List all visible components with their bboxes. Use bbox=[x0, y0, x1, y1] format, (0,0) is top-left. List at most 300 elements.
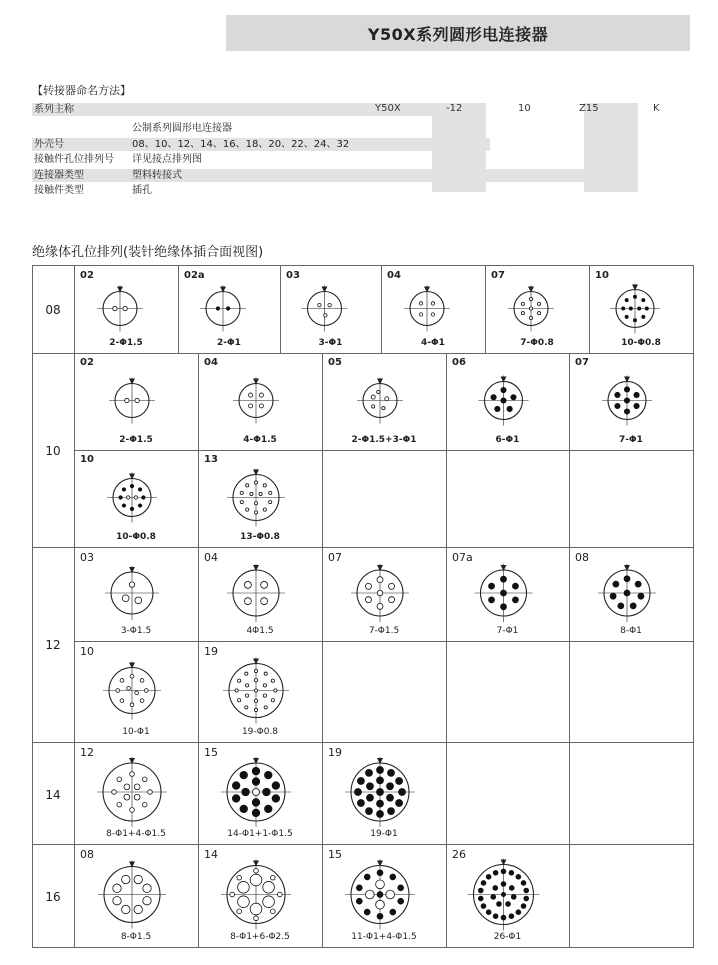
cell-code: 04 bbox=[204, 551, 218, 564]
code-contact: K bbox=[653, 103, 660, 114]
layout-cell bbox=[198, 844, 322, 947]
code-column-4 bbox=[584, 103, 638, 192]
contact-hole bbox=[634, 403, 639, 408]
cell-caption: 26-Φ1 bbox=[493, 932, 522, 942]
contact-hole bbox=[387, 794, 394, 801]
contact-hole bbox=[270, 909, 275, 914]
contact-hole bbox=[511, 395, 516, 400]
naming-row-shell: 外壳号 08、10、12、14、16、18、20、22、24、32 bbox=[32, 138, 490, 151]
row-label-12: 12 bbox=[45, 638, 61, 652]
contact-hole bbox=[615, 403, 620, 408]
contact-hole bbox=[252, 799, 260, 807]
contact-hole bbox=[232, 782, 240, 790]
contact-hole bbox=[629, 307, 632, 310]
contact-hole bbox=[134, 794, 140, 800]
contact-hole bbox=[238, 881, 250, 893]
cell-caption: 19-Φ1 bbox=[370, 829, 398, 839]
contact-hole bbox=[624, 576, 630, 582]
contact-hole bbox=[356, 885, 362, 891]
contact-hole bbox=[377, 577, 383, 583]
contact-hole bbox=[431, 302, 434, 305]
cell-caption: 3-Φ1.5 bbox=[120, 626, 152, 636]
naming-row-contact: 接触件类型 插孔 bbox=[34, 185, 152, 196]
contact-hole bbox=[254, 689, 257, 692]
contact-hole bbox=[501, 576, 507, 582]
cell-caption: 8-Φ1 bbox=[620, 626, 642, 636]
contact-hole bbox=[129, 582, 134, 587]
contact-hole bbox=[117, 777, 122, 782]
cell-code: 04 bbox=[387, 270, 401, 281]
code-layout: 10 bbox=[518, 103, 531, 114]
contact-hole bbox=[537, 312, 540, 315]
contact-hole bbox=[254, 481, 257, 484]
contact-hole bbox=[259, 492, 262, 495]
contact-hole bbox=[501, 398, 506, 403]
contact-hole bbox=[122, 595, 129, 602]
contact-hole bbox=[240, 805, 248, 813]
cell-caption: 2-Φ1.5+3-Φ1 bbox=[351, 435, 417, 445]
contact-hole bbox=[509, 870, 514, 875]
contact-hole bbox=[478, 888, 483, 893]
contact-hole bbox=[396, 778, 403, 785]
contact-hole bbox=[120, 699, 124, 703]
contact-hole bbox=[122, 488, 125, 491]
code-shell: -12 bbox=[446, 103, 463, 114]
contact-hole bbox=[259, 404, 263, 408]
contact-hole bbox=[618, 603, 624, 609]
page-title: Y50X系列圆形电连接器 bbox=[226, 15, 690, 51]
contact-hole bbox=[318, 303, 321, 306]
contact-hole bbox=[265, 805, 273, 813]
contact-hole bbox=[357, 778, 364, 785]
contact-hole bbox=[270, 875, 275, 880]
layout-cell bbox=[74, 742, 198, 844]
contact-hole bbox=[385, 397, 389, 401]
contact-hole bbox=[249, 393, 253, 397]
naming-header: 【转接器命名方法】 bbox=[32, 84, 131, 97]
layout-title: 绝缘体孔位排列(装针绝缘体插合面视图) bbox=[32, 245, 264, 260]
layout-cell bbox=[446, 353, 569, 450]
contact-hole bbox=[638, 593, 644, 599]
contact-hole bbox=[263, 508, 266, 511]
contact-hole bbox=[390, 874, 396, 880]
code-type: Z15 bbox=[579, 103, 599, 114]
contact-hole bbox=[366, 769, 373, 776]
contact-hole bbox=[478, 896, 483, 901]
contact-hole bbox=[634, 392, 639, 397]
naming-row-series-desc: 公制系列圆形电连接器 bbox=[132, 123, 232, 134]
contact-hole bbox=[489, 597, 495, 603]
contact-hole bbox=[119, 496, 122, 499]
cell-caption: 14-Φ1+1-Φ1.5 bbox=[227, 829, 293, 839]
contact-hole bbox=[516, 874, 521, 879]
contact-hole bbox=[126, 496, 129, 499]
layout-cell bbox=[322, 547, 446, 641]
contact-hole bbox=[486, 874, 491, 879]
cell-caption: 7-Φ0.8 bbox=[520, 338, 554, 348]
contact-hole bbox=[396, 800, 403, 807]
cell-caption: 2-Φ1.5 bbox=[109, 338, 143, 348]
contact-hole bbox=[491, 894, 496, 899]
contact-hole bbox=[524, 896, 529, 901]
contact-hole bbox=[625, 299, 628, 302]
layout-cell bbox=[322, 742, 446, 844]
contact-hole bbox=[633, 319, 636, 322]
contact-hole bbox=[245, 672, 248, 675]
contact-hole bbox=[630, 603, 636, 609]
layout-cell bbox=[74, 547, 198, 641]
contact-hole bbox=[501, 892, 505, 896]
cell-code: 12 bbox=[80, 746, 94, 759]
contact-hole bbox=[377, 892, 383, 898]
contact-hole bbox=[271, 679, 274, 682]
layout-cell bbox=[322, 844, 446, 947]
cell-code: 07 bbox=[328, 551, 342, 564]
contact-hole bbox=[261, 581, 268, 588]
contact-hole bbox=[124, 794, 130, 800]
contact-hole bbox=[642, 315, 645, 318]
contact-hole bbox=[230, 892, 235, 897]
contact-hole bbox=[250, 903, 262, 915]
contact-hole bbox=[232, 795, 240, 803]
layout-cell bbox=[569, 547, 693, 641]
contact-hole bbox=[366, 794, 373, 801]
contact-hole bbox=[253, 789, 260, 796]
layout-cell bbox=[178, 266, 280, 353]
layout-cell bbox=[74, 353, 198, 450]
contact-hole bbox=[250, 492, 253, 495]
contact-hole bbox=[365, 583, 371, 589]
cell-caption: 13-Φ0.8 bbox=[240, 532, 280, 542]
contact-hole bbox=[117, 802, 122, 807]
cell-code: 07 bbox=[491, 270, 505, 281]
contact-hole bbox=[364, 909, 370, 915]
contact-hole bbox=[386, 890, 395, 899]
cell-caption: 4-Φ1.5 bbox=[243, 435, 277, 445]
contact-hole bbox=[419, 302, 422, 305]
cell-code: 10 bbox=[80, 645, 94, 658]
cell-caption: 11-Φ1+4-Φ1.5 bbox=[351, 932, 417, 942]
contact-hole bbox=[524, 888, 529, 893]
contact-hole bbox=[501, 590, 507, 596]
contact-hole bbox=[512, 583, 518, 589]
contact-hole bbox=[135, 597, 142, 604]
contact-hole bbox=[624, 590, 630, 596]
contact-hole bbox=[365, 597, 371, 603]
contact-hole bbox=[624, 409, 629, 414]
contact-hole bbox=[377, 811, 384, 818]
contact-hole bbox=[521, 881, 526, 886]
cell-caption: 10-Φ0.8 bbox=[116, 532, 156, 542]
cell-caption: 2-Φ1.5 bbox=[119, 435, 153, 445]
layout-cell bbox=[198, 547, 322, 641]
cell-code: 02 bbox=[80, 270, 94, 281]
contact-hole bbox=[244, 598, 251, 605]
contact-hole bbox=[357, 800, 364, 807]
layout-grid bbox=[32, 265, 694, 948]
contact-hole bbox=[226, 307, 229, 310]
contact-hole bbox=[148, 790, 153, 795]
contact-hole bbox=[254, 916, 259, 921]
cell-code: 08 bbox=[575, 551, 589, 564]
contact-hole bbox=[537, 302, 540, 305]
cell-code: 08 bbox=[80, 848, 94, 861]
contact-hole bbox=[269, 501, 272, 504]
cell-code: 13 bbox=[204, 454, 218, 465]
contact-hole bbox=[529, 307, 532, 310]
contact-hole bbox=[242, 788, 250, 796]
contact-hole bbox=[240, 501, 243, 504]
contact-hole bbox=[252, 778, 260, 786]
layout-cell bbox=[381, 266, 485, 353]
contact-hole bbox=[130, 674, 134, 678]
contact-hole bbox=[245, 684, 248, 687]
contact-hole bbox=[245, 706, 248, 709]
row-label-16: 16 bbox=[45, 890, 61, 904]
contact-hole bbox=[635, 581, 641, 587]
cell-code: 19 bbox=[204, 645, 218, 658]
contact-hole bbox=[277, 892, 282, 897]
contact-hole bbox=[135, 691, 139, 695]
contact-hole bbox=[501, 915, 506, 920]
contact-hole bbox=[376, 880, 385, 889]
contact-hole bbox=[377, 766, 384, 773]
code-series: Y50X bbox=[375, 103, 401, 114]
cell-code: 03 bbox=[286, 270, 300, 281]
contact-hole bbox=[263, 881, 275, 893]
contact-hole bbox=[371, 395, 375, 399]
contact-hole bbox=[142, 777, 147, 782]
contact-hole bbox=[613, 581, 619, 587]
contact-hole bbox=[377, 590, 383, 596]
contact-hole bbox=[254, 511, 257, 514]
contact-hole bbox=[501, 604, 507, 610]
layout-cell bbox=[198, 450, 322, 547]
contact-hole bbox=[377, 390, 380, 393]
cell-code: 07a bbox=[452, 551, 473, 564]
row-label-10: 10 bbox=[45, 444, 61, 458]
contact-hole bbox=[366, 890, 375, 899]
contact-hole bbox=[493, 886, 498, 891]
contact-hole bbox=[252, 767, 260, 775]
contact-hole bbox=[143, 897, 151, 905]
contact-hole bbox=[501, 882, 506, 887]
contact-hole bbox=[124, 784, 130, 790]
contact-hole bbox=[237, 875, 242, 880]
contact-hole bbox=[354, 789, 361, 796]
contact-hole bbox=[263, 788, 271, 796]
contact-hole bbox=[140, 699, 144, 703]
contact-hole bbox=[399, 789, 406, 796]
cell-code: 02a bbox=[184, 270, 205, 281]
contact-hole bbox=[123, 306, 127, 310]
contact-hole bbox=[388, 769, 395, 776]
contact-hole bbox=[328, 303, 331, 306]
contact-hole bbox=[506, 902, 511, 907]
contact-hole bbox=[254, 669, 257, 672]
contact-hole bbox=[495, 406, 500, 411]
contact-hole bbox=[272, 795, 280, 803]
layout-cell bbox=[74, 844, 198, 947]
contact-hole bbox=[127, 686, 131, 690]
cell-code: 04 bbox=[204, 357, 218, 368]
layout-cell bbox=[446, 547, 569, 641]
cell-code: 03 bbox=[80, 551, 94, 564]
contact-hole bbox=[622, 307, 625, 310]
contact-hole bbox=[624, 387, 629, 392]
contact-hole bbox=[134, 875, 142, 883]
contact-hole bbox=[486, 910, 491, 915]
contact-hole bbox=[263, 896, 275, 908]
contact-hole bbox=[638, 307, 641, 310]
contact-hole bbox=[113, 897, 121, 905]
contact-hole bbox=[398, 898, 404, 904]
cell-caption: 7-Φ1 bbox=[496, 626, 519, 636]
contact-hole bbox=[377, 777, 384, 784]
contact-hole bbox=[366, 783, 373, 790]
contact-hole bbox=[142, 802, 147, 807]
layout-cell bbox=[74, 266, 178, 353]
row-label-08: 08 bbox=[45, 303, 61, 317]
layout-cell bbox=[280, 266, 381, 353]
cell-caption: 8-Φ1+4-Φ1.5 bbox=[106, 829, 166, 839]
contact-hole bbox=[244, 581, 251, 588]
layout-cell bbox=[589, 266, 693, 353]
contact-hole bbox=[246, 508, 249, 511]
cell-caption: 7-Φ1.5 bbox=[368, 626, 400, 636]
cell-caption: 7-Φ1 bbox=[619, 435, 643, 445]
cell-code: 10 bbox=[595, 270, 609, 281]
contact-hole bbox=[263, 484, 266, 487]
contact-hole bbox=[366, 808, 373, 815]
contact-hole bbox=[610, 593, 616, 599]
cell-caption: 8-Φ1.5 bbox=[120, 932, 152, 942]
contact-hole bbox=[501, 869, 506, 874]
contact-hole bbox=[516, 910, 521, 915]
contact-hole bbox=[138, 504, 141, 507]
contact-hole bbox=[130, 772, 135, 777]
contact-hole bbox=[507, 406, 512, 411]
contact-hole bbox=[645, 307, 648, 310]
layout-cell bbox=[74, 641, 198, 742]
contact-hole bbox=[272, 782, 280, 790]
contact-hole bbox=[130, 507, 133, 510]
layout-cell bbox=[569, 353, 693, 450]
contact-hole bbox=[143, 884, 151, 892]
contact-hole bbox=[481, 881, 486, 886]
contact-hole bbox=[493, 870, 498, 875]
contact-hole bbox=[491, 395, 496, 400]
contact-hole bbox=[497, 902, 502, 907]
contact-hole bbox=[259, 393, 263, 397]
contact-hole bbox=[377, 789, 384, 796]
contact-hole bbox=[116, 689, 120, 693]
contact-hole bbox=[130, 703, 134, 707]
cell-code: 15 bbox=[328, 848, 342, 861]
contact-hole bbox=[390, 909, 396, 915]
contact-hole bbox=[122, 905, 130, 913]
layout-cell bbox=[198, 641, 322, 742]
cell-caption: 8-Φ1+6-Φ2.5 bbox=[230, 932, 290, 942]
contact-hole bbox=[240, 771, 248, 779]
contact-hole bbox=[382, 407, 385, 410]
layout-cell bbox=[198, 742, 322, 844]
contact-hole bbox=[250, 874, 262, 886]
contact-hole bbox=[263, 684, 266, 687]
contact-hole bbox=[135, 398, 139, 402]
contact-hole bbox=[624, 398, 629, 403]
naming-row-type: 连接器类型 塑料转接式 bbox=[32, 169, 592, 182]
cell-code: 05 bbox=[328, 357, 342, 368]
contact-hole bbox=[263, 694, 266, 697]
contact-hole bbox=[633, 295, 636, 298]
contact-hole bbox=[372, 405, 375, 408]
contact-hole bbox=[113, 306, 117, 310]
cell-caption: 4Φ1.5 bbox=[246, 626, 274, 636]
contact-hole bbox=[249, 404, 253, 408]
contact-hole bbox=[134, 496, 137, 499]
contact-hole bbox=[254, 699, 257, 702]
cell-code: 10 bbox=[80, 454, 94, 465]
contact-hole bbox=[376, 900, 385, 909]
contact-hole bbox=[521, 302, 524, 305]
contact-hole bbox=[254, 868, 259, 873]
contact-hole bbox=[324, 314, 327, 317]
contact-hole bbox=[130, 484, 133, 487]
contact-hole bbox=[642, 299, 645, 302]
contact-hole bbox=[271, 699, 274, 702]
contact-hole bbox=[142, 496, 145, 499]
contact-hole bbox=[529, 316, 532, 319]
contact-hole bbox=[254, 708, 257, 711]
contact-hole bbox=[122, 875, 130, 883]
contact-hole bbox=[356, 898, 362, 904]
contact-hole bbox=[246, 484, 249, 487]
contact-hole bbox=[254, 679, 257, 682]
cell-caption: 6-Φ1 bbox=[495, 435, 520, 445]
cell-caption: 3-Φ1 bbox=[318, 338, 343, 348]
contact-hole bbox=[389, 583, 395, 589]
layout-cell bbox=[198, 353, 322, 450]
contact-hole bbox=[264, 706, 267, 709]
cell-code: 15 bbox=[204, 746, 218, 759]
contact-hole bbox=[615, 392, 620, 397]
contact-hole bbox=[377, 870, 383, 876]
contact-hole bbox=[261, 598, 268, 605]
layout-cell bbox=[322, 353, 446, 450]
contact-hole bbox=[130, 808, 135, 813]
contact-hole bbox=[431, 313, 434, 316]
cell-code: 26 bbox=[452, 848, 466, 861]
contact-hole bbox=[269, 491, 272, 494]
contact-hole bbox=[252, 809, 260, 817]
cell-code: 06 bbox=[452, 357, 466, 368]
contact-hole bbox=[237, 909, 242, 914]
contact-hole bbox=[521, 312, 524, 315]
contact-hole bbox=[529, 298, 532, 301]
contact-hole bbox=[501, 387, 506, 392]
layout-cell bbox=[74, 450, 198, 547]
contact-hole bbox=[377, 913, 383, 919]
contact-hole bbox=[521, 904, 526, 909]
contact-hole bbox=[481, 904, 486, 909]
contact-hole bbox=[134, 784, 140, 790]
cell-caption: 4-Φ1 bbox=[421, 338, 445, 348]
contact-hole bbox=[134, 905, 142, 913]
contact-hole bbox=[625, 315, 628, 318]
contact-hole bbox=[238, 699, 241, 702]
contact-hole bbox=[140, 679, 144, 683]
